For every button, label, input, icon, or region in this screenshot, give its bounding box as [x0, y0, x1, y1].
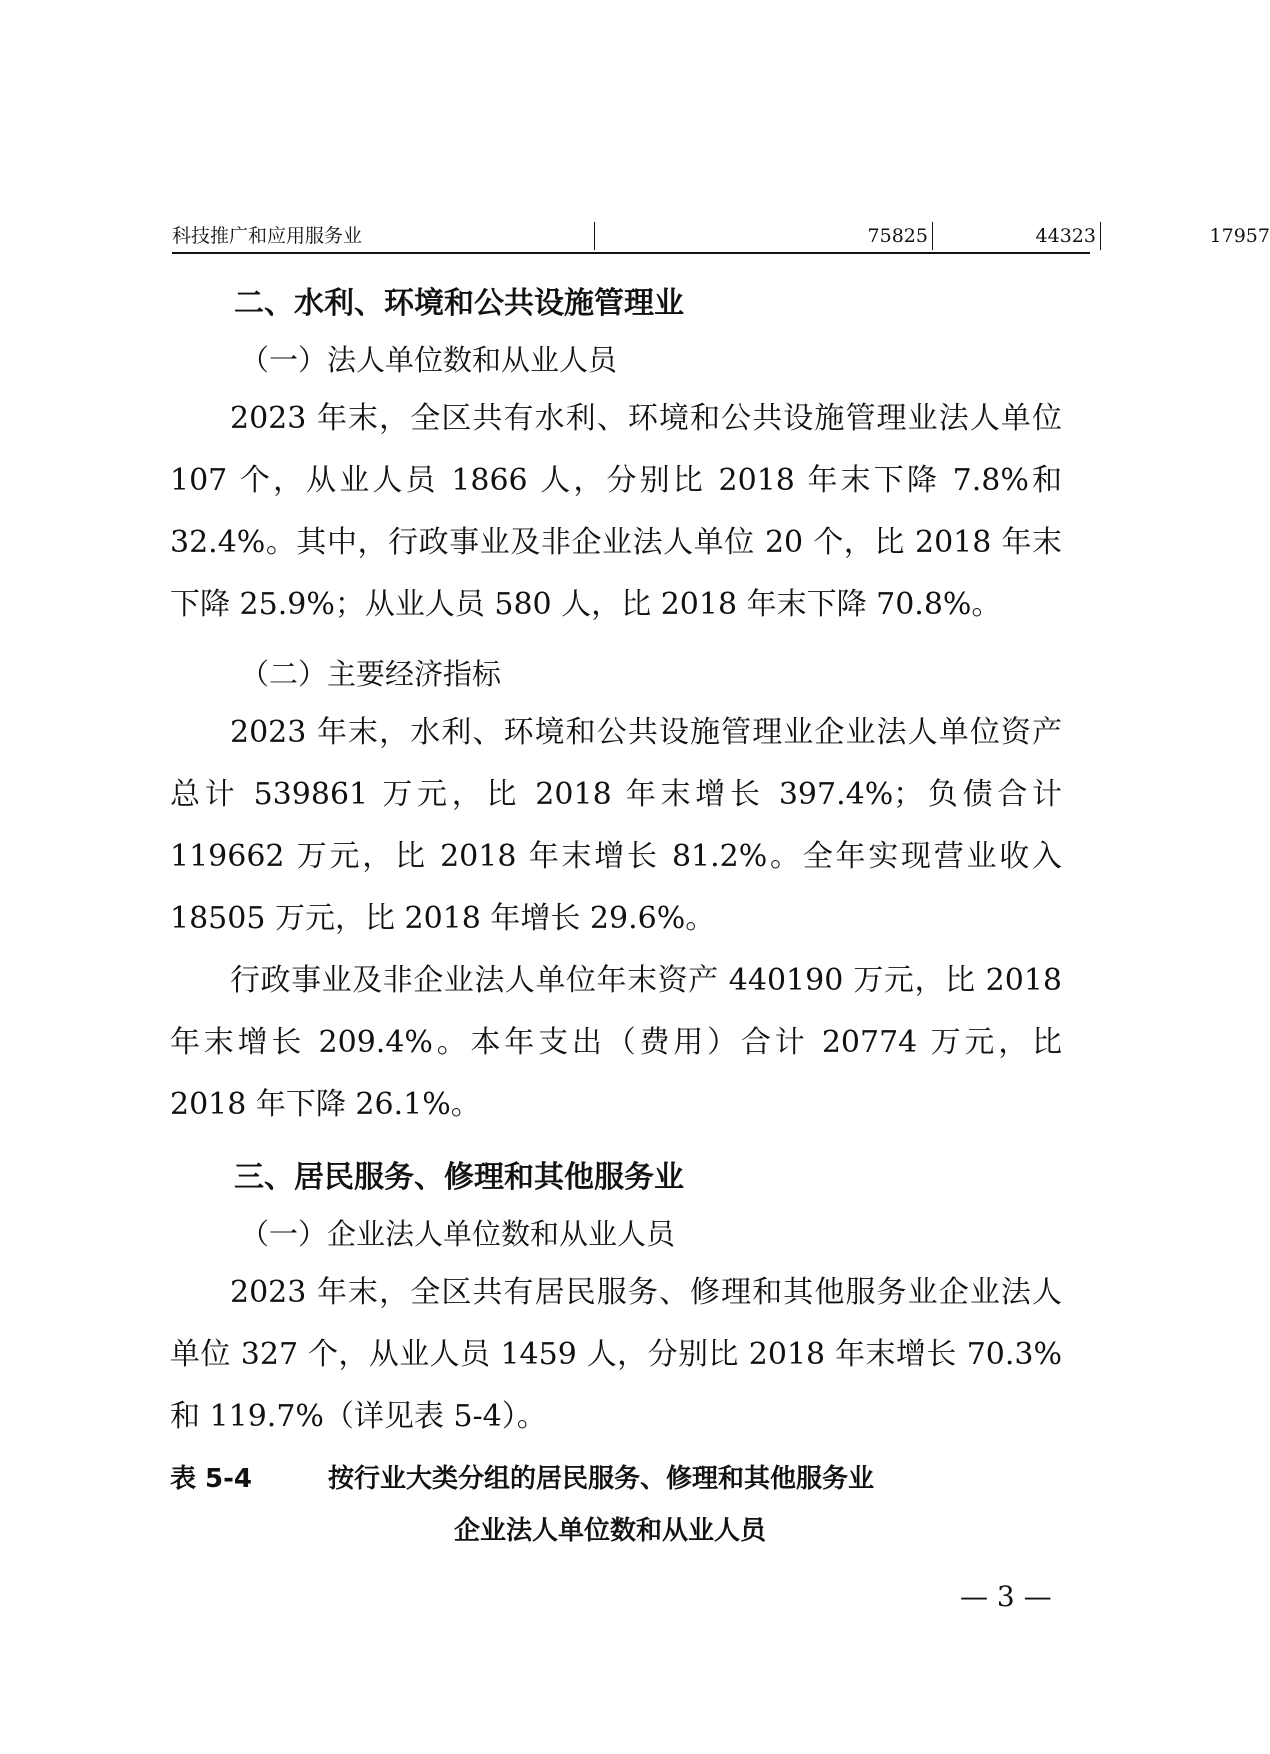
section-2-paragraph-1: 2023 年末，全区共有水利、环境和公共设施管理业法人单位 107 个，从业人员 1866 人，分别比 2018 年末下降 7.8%和 32.4%。其中，行政事业及非企业法人单位 20 个，比 2018 年末下降 25.9%；从业人员 580 人，比 2018 年末下降 70.8%。: [170, 401, 1062, 622]
section-2-paragraph-2: 2023 年末，水利、环境和公共设施管理业企业法人单位资产总计 539861 万元，比 2018 年末增长 397.4%；负债合计 119662 万元，比 2018 年末增长 81.2%。全年实现营业收入 18505 万元，比 2018 年增长 29.6%。: [170, 715, 1062, 936]
table-cell-industry: 科技推广和应用服务业: [172, 225, 363, 247]
table-caption-line-1: 按行业大类分组的居民服务、修理和其他服务业: [328, 1464, 875, 1494]
section-3-paragraph-1: 2023 年末，全区共有居民服务、修理和其他服务业企业法人单位 327 个，从业人员 1459 人，分别比 2018 年末增长 70.3%和 119.7%（详见表 5-4）。: [170, 1275, 1062, 1434]
section-2-subheading-1: （一）法人单位数和从业人员: [240, 343, 618, 377]
page-number: — 3 —: [960, 1580, 1052, 1613]
table-caption-label: 表 5-4: [170, 1464, 253, 1494]
table-cell-value-1: 75825: [594, 222, 932, 250]
section-2-paragraph-3: 行政事业及非企业法人单位年末资产 440190 万元，比 2018 年末增长 209.4%。本年支出（费用）合计 20774 万元，比 2018 年下降 26.1%。: [170, 963, 1062, 1122]
section-2-heading: 二、水利、环境和公共设施管理业: [234, 286, 684, 321]
table-caption-line-2: 企业法人单位数和从业人员: [454, 1516, 767, 1546]
section-3-heading: 三、居民服务、修理和其他服务业: [234, 1160, 684, 1195]
section-2-subheading-2: （二）主要经济指标: [240, 657, 502, 691]
section-3-subheading-1: （一）企业法人单位数和从业人员: [240, 1217, 676, 1251]
table-row: [172, 218, 1270, 254]
table-cell-value-3: 17957: [1100, 222, 1270, 250]
table-cell-value-2: 44323: [932, 222, 1100, 250]
